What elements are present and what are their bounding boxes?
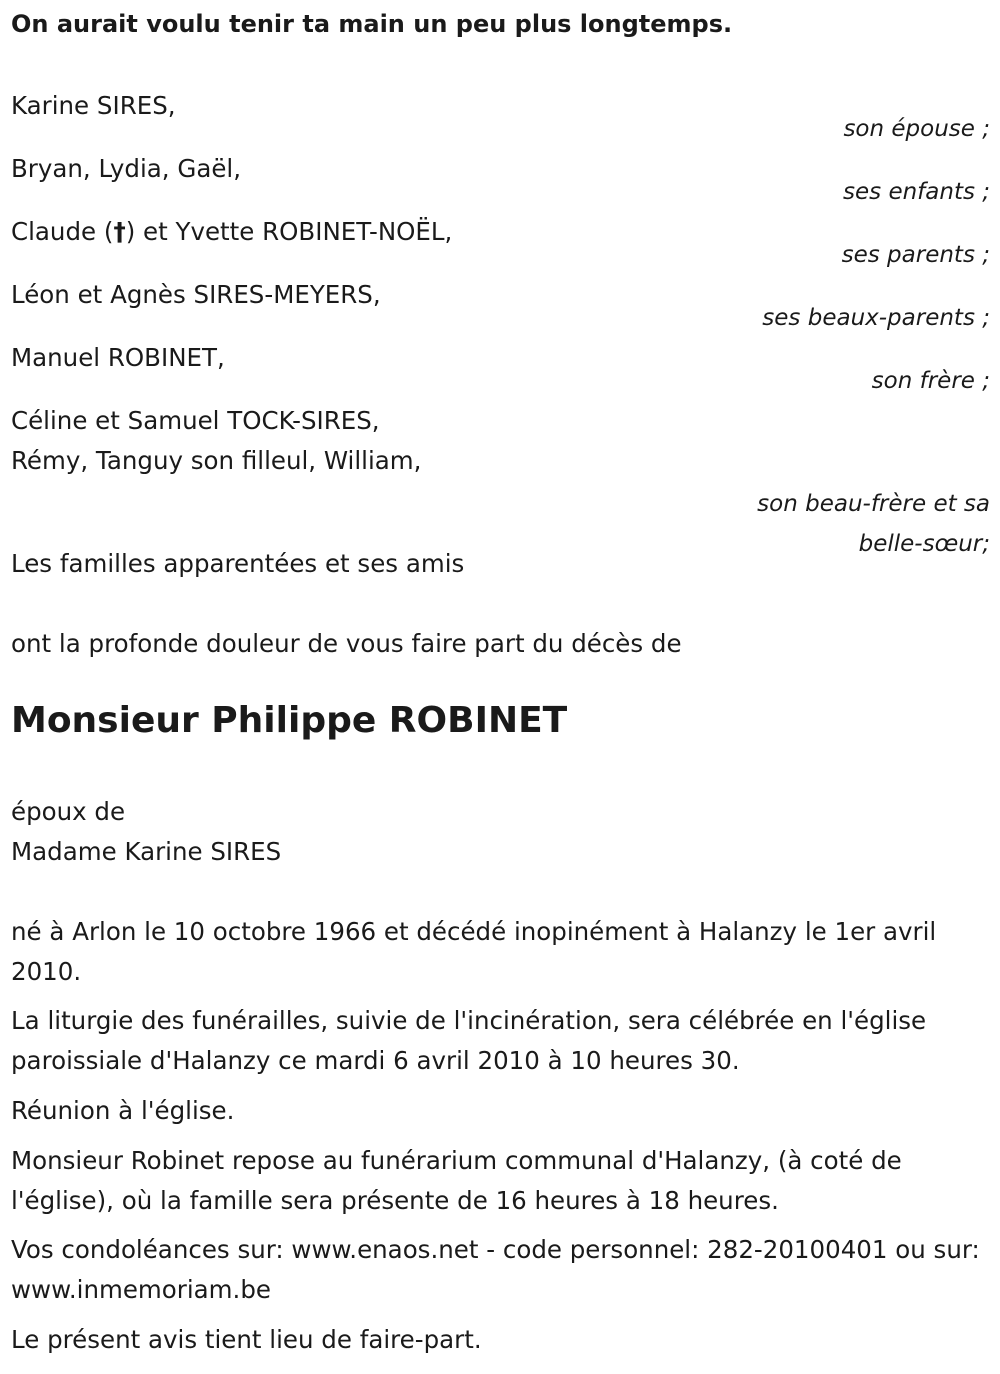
announcement-line: ont la profonde douleur de vous faire part du décès de	[11, 629, 682, 658]
family-member-spouse	[11, 86, 990, 149]
epigraph: On aurait voulu tenir ta main un peu plus longtemps.	[11, 10, 733, 38]
family-names: Manuel ROBINET,	[11, 343, 225, 372]
family-relation: son épouse ;	[843, 116, 990, 142]
family-member-parents	[11, 212, 990, 275]
family-names: Céline et Samuel TOCK-SIRES,	[11, 406, 380, 435]
family-relation: son beau-frère et sa belle-sœur;	[757, 491, 990, 557]
others-line: Les familles apparentées et ses amis	[11, 549, 465, 578]
notice-paragraph: Le présent avis tient lieu de faire-part.	[11, 1325, 482, 1354]
condolences-paragraph: Vos condoléances sur: www.enaos.net - code personnel: 282-20100401 ou sur: www.inmemoriam.be	[11, 1235, 980, 1304]
rests-paragraph: Monsieur Robinet repose au funérarium communal d'Halanzy, (à coté de l'église), où la famille sera présente de 16 heures à 18 heures.	[11, 1146, 902, 1215]
family-names: Rémy, Tanguy son filleul, William,	[11, 446, 422, 475]
meeting-paragraph: Réunion à l'église.	[11, 1096, 235, 1125]
family-relation: ses enfants ;	[843, 179, 990, 205]
birth-death-paragraph: né à Arlon le 10 octobre 1966 et décédé inopinément à Halanzy le 1er avril 2010.	[11, 917, 937, 986]
family-member-siblings-in-law	[11, 401, 990, 564]
family-names: Karine SIRES,	[11, 91, 176, 120]
family-relation: ses beaux-parents ;	[762, 305, 990, 331]
cross-icon: †	[113, 217, 126, 246]
family-relation: son frère ;	[871, 368, 990, 394]
family-member-brother	[11, 338, 990, 401]
family-names: Claude (†) et Yvette ROBINET-NOËL,	[11, 217, 453, 246]
family-relation: ses parents ;	[841, 242, 990, 268]
family-member-children	[11, 149, 990, 212]
family-names: Bryan, Lydia, Gaël,	[11, 154, 242, 183]
spouse-intro: époux de	[11, 797, 126, 826]
family-names: Léon et Agnès SIRES-MEYERS,	[11, 280, 381, 309]
funeral-paragraph: La liturgie des funérailles, suivie de l'incinération, sera célébrée en l'église paroissiale d'Halanzy ce mardi 6 avril 2010 à 10 heures 30.	[11, 1006, 927, 1075]
deceased-name: Monsieur Philippe ROBINET	[11, 700, 568, 741]
family-member-in-laws	[11, 275, 990, 338]
spouse-name: Madame Karine SIRES	[11, 837, 282, 866]
